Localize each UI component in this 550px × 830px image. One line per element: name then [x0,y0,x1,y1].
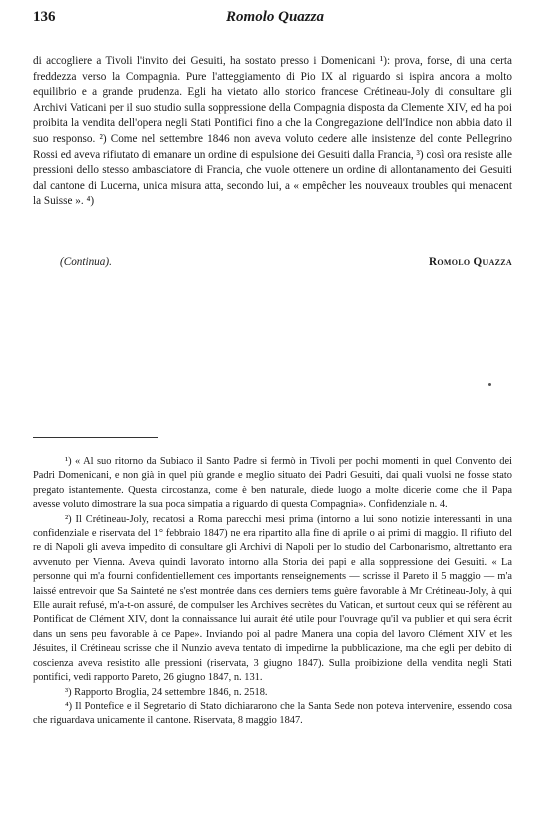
continued-note: (Continua). [60,256,112,268]
running-title: Romolo Quazza [226,9,324,25]
footnote-3: ³) Rapporto Broglia, 24 settembre 1846, n. 2518. [65,686,268,698]
body-paragraph: di accogliere a Tivoli l'invito dei Gesuiti, ha sostato presso i Domenicani ¹): prova, forse, di una certa freddezza verso la Compagnia. Pure l'atteggiamento di Pio IX al riguardo si ispira ancora a molto equilibrio e a grande prudenza. Egli ha vietato allo storico francese Crétineau-Joly di consultare gli Archivi Vaticani per il suo studio sulla soppressione della Compagnia disposta da Clemente XIV, ed ha poi proibita la vendita dell'opera negli Stati Pontifici fino a che la Congregazione dell'Indice non abbia dato il suo responso. ²) Come nel settembre 1846 non aveva voluto cedere alle insistenze del conte Pellegrino Rossi ed aveva rifiutato di emanare un ordine di espulsione dei Gesuiti dalla Francia, ³) così ora resiste alle pressioni dello stesso ambasciatore di Francia, che vuole ottenere un ordine di allontanamento dei Gesuiti dal cantone di Lucerna, unica misura atta, secondo lui, a « empêcher les nouveaux troubles qui menacent la Suisse ». ⁴) [33,55,512,208]
footnotes [33,455,512,729]
author-signature: Romolo Quazza [428,256,512,268]
footnote-4: ⁴) Il Pontefice e il Segretario di Stato dichiararono che la Santa Sede non poteva intervenire, essendo cosa che riguardava unicamente il cantone. Riservata, 8 maggio 1847. [33,700,512,727]
article-closing [60,256,512,274]
footnote-2: ²) Il Crétineau-Joly, recatosi a Roma parecchi mesi prima (intorno a lui sono notizie interessanti in una confidenziale e riservata del 1° febbraio 1847) ne era ripartito alla fine di aprile o ai primi di maggio. Il rifiuto del re di Napoli gli aveva impedito di consultare gli Archivi di Napoli per lo studio del Carbonarismo, altrettanto era avvenuto per Vienna. Aveva quindi lavorato intorno alla Storia dei papi e alla soppressione dei Gesuiti. « La personne qui m'a fourni confidentiellement ces importants renseignements — scrisse il Pareto il 5 maggio — m'a laissé entrevoir que Sa Sainteté ne s'est montrée dans ces derniers tems guère favorable à Mr Crétineau-Joly, à qui Elle aurait refusé, m'a-t-on assuré, de compulser les Archives secrètes du Vatican, et surtout ceux qui se réfèrent au Pontificat de Clément XIV, dont la connaissance lui aurait été utile pour l'ouvrage qu'il va publier et qui sera écrit dans un sens peu favorable à ce Pape». Inviando poi al padre Manera una copia del lavoro Clément XIV et les Jésuites, il Crétineau scrisse che il Nunzio aveva tentato di impedirne la pubblicazione, ma che egli per debito di coscienza aveva resistito alle pressioni (riservata, 3 giugno 1847). Sulla proibizione della vendita negli Stati pontifici, vedi rapporto Pareto, 26 giugno 1847, n. 131. [33,513,512,684]
main-text [33,54,512,210]
stray-mark [488,383,491,386]
footnote-1: ¹) « Al suo ritorno da Subiaco il Santo Padre si fermò in Tivoli per pochi momenti in quel Convento dei Padri Domenicani, e non già in quel più grande e meglio situato dei Padri Gesuiti, dai quali vuolsi ne fosse stato pregato istantemente. Questa circostanza, come è ben naturale, diede luogo a molte dicerie come che il Papa avesse voluto dimostrare la sua poca simpatia a riguardo di questa Compagnia». Confidenziale n. 4. [33,456,512,511]
page-header [33,9,517,31]
footnote-separator [33,437,158,438]
page-number: 136 [33,9,56,25]
